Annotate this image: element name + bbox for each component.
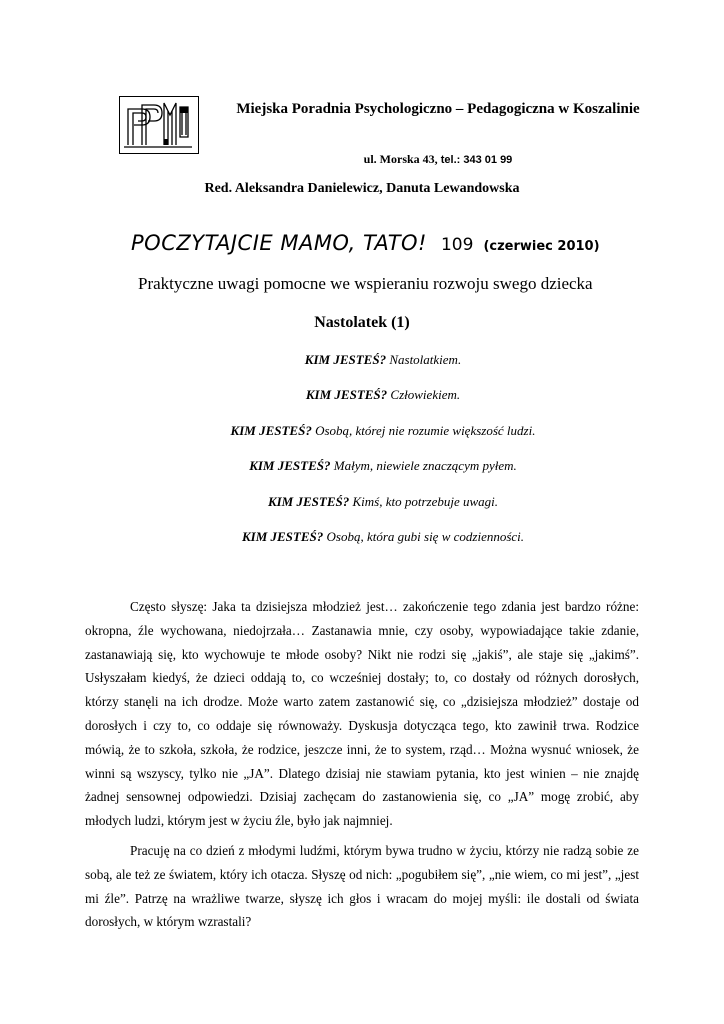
question-line (0, 387, 724, 403)
body-paragraph: Pracuję na co dzień z młodymi ludźmi, którym bywa trudno w życiu, którzy nie radzą sobie ze sobą, ale też ze światem, który ich otacza. Słyszę od nich: „pogubiłem się”, „nie wiem, co mi jest”, „jest mi źle”. Patrzę na wrażliwe twarze, słyszę ich głos i wracam do mojej myśli: ile dostali od świata dorosłych, w którym wzrastali? (85, 842, 639, 930)
answer: Kimś, kto potrzebuje uwagi. (352, 494, 499, 509)
phone-number: tel.: 343 01 99 (440, 154, 513, 166)
question: KIM JESTEŚ? (230, 423, 312, 438)
question-line (0, 529, 724, 545)
question: KIM JESTEŚ? (304, 352, 387, 367)
question: KIM JESTEŚ? (267, 494, 350, 509)
answer: Małym, niewiele znaczącym pyłem. (333, 458, 517, 473)
logo-graphic (120, 97, 198, 153)
question: KIM JESTEŚ? (241, 529, 324, 544)
question-line (0, 352, 724, 368)
article-heading: Nastolatek (1) (314, 314, 410, 331)
series-title (131, 231, 600, 255)
institution-name: Miejska Poradnia Psychologiczno – Pedagogiczna w Koszalinie (236, 101, 640, 117)
question-line (0, 458, 724, 474)
editors-line: Red. Aleksandra Danielewicz, Danuta Lewandowska (204, 181, 520, 196)
answer: Osobą, której nie rozumie większość ludzi. (315, 423, 536, 438)
issue-number: 109 (440, 235, 474, 255)
answer: Człowiekiem. (390, 387, 461, 402)
body-paragraph: Często słyszę: Jaka ta dzisiejsza młodzież jest… zakończenie tego zdania jest bardzo różne: okropna, źle wychowana, niedojrzała… Zastanawia mnie, czy osoby, wypowiadające takie zdanie, zastanawiają się, kto wychowuje te młode osoby? Nikt nie rodzi się „jakiś”, ale staje się „jakimś”. Usłyszałam kiedyś, że dzieci oddają to, co wcześniej dostały; to, co dostały od różnych dorosłych, którzy stanęli na ich drodze. Może warto zatem zastanowić się, co „dzisiejsza młodzież” dostaje od dorosłych i czy to, co oddaje się równoważy. Dyskusja dotycząca tego, kto zawinił trwa. Rodzice mówią, że to szkoła, szkoła, że rodzice, jeszcze inni, że to system, rząd… Można wysnuć wniosek, że winni są wszyscy, tylko nie „JA”. Dlatego dzisiaj nie stawiam pytania, kto jest winien – nie znajdę żadnej sensownej odpowiedzi. Dzisiaj zachęcam do zastanowienia się, co „JA” mogę zrobić, aby młodych ludzi, którym jest w życiu źle, było jak najmniej. (85, 599, 639, 829)
answer: Osobą, która gubi się w codzienności. (326, 529, 525, 544)
subtitle: Praktyczne uwagi pomocne we wspieraniu rozwoju swego dziecka (138, 274, 593, 293)
institution-logo (119, 96, 199, 154)
question: KIM JESTEŚ? (249, 458, 331, 473)
question: KIM JESTEŚ? (305, 387, 388, 402)
issue-date: (czerwiec 2010) (483, 239, 600, 254)
street-address: ul. Morska 43, (363, 152, 438, 166)
answer: Nastolatkiem. (389, 352, 462, 367)
series-name: POCZYTAJCIE MAMO, TATO! (131, 231, 427, 255)
question-line (0, 494, 724, 510)
article-body (85, 595, 639, 940)
address-line (208, 152, 668, 167)
question-line (0, 423, 724, 439)
